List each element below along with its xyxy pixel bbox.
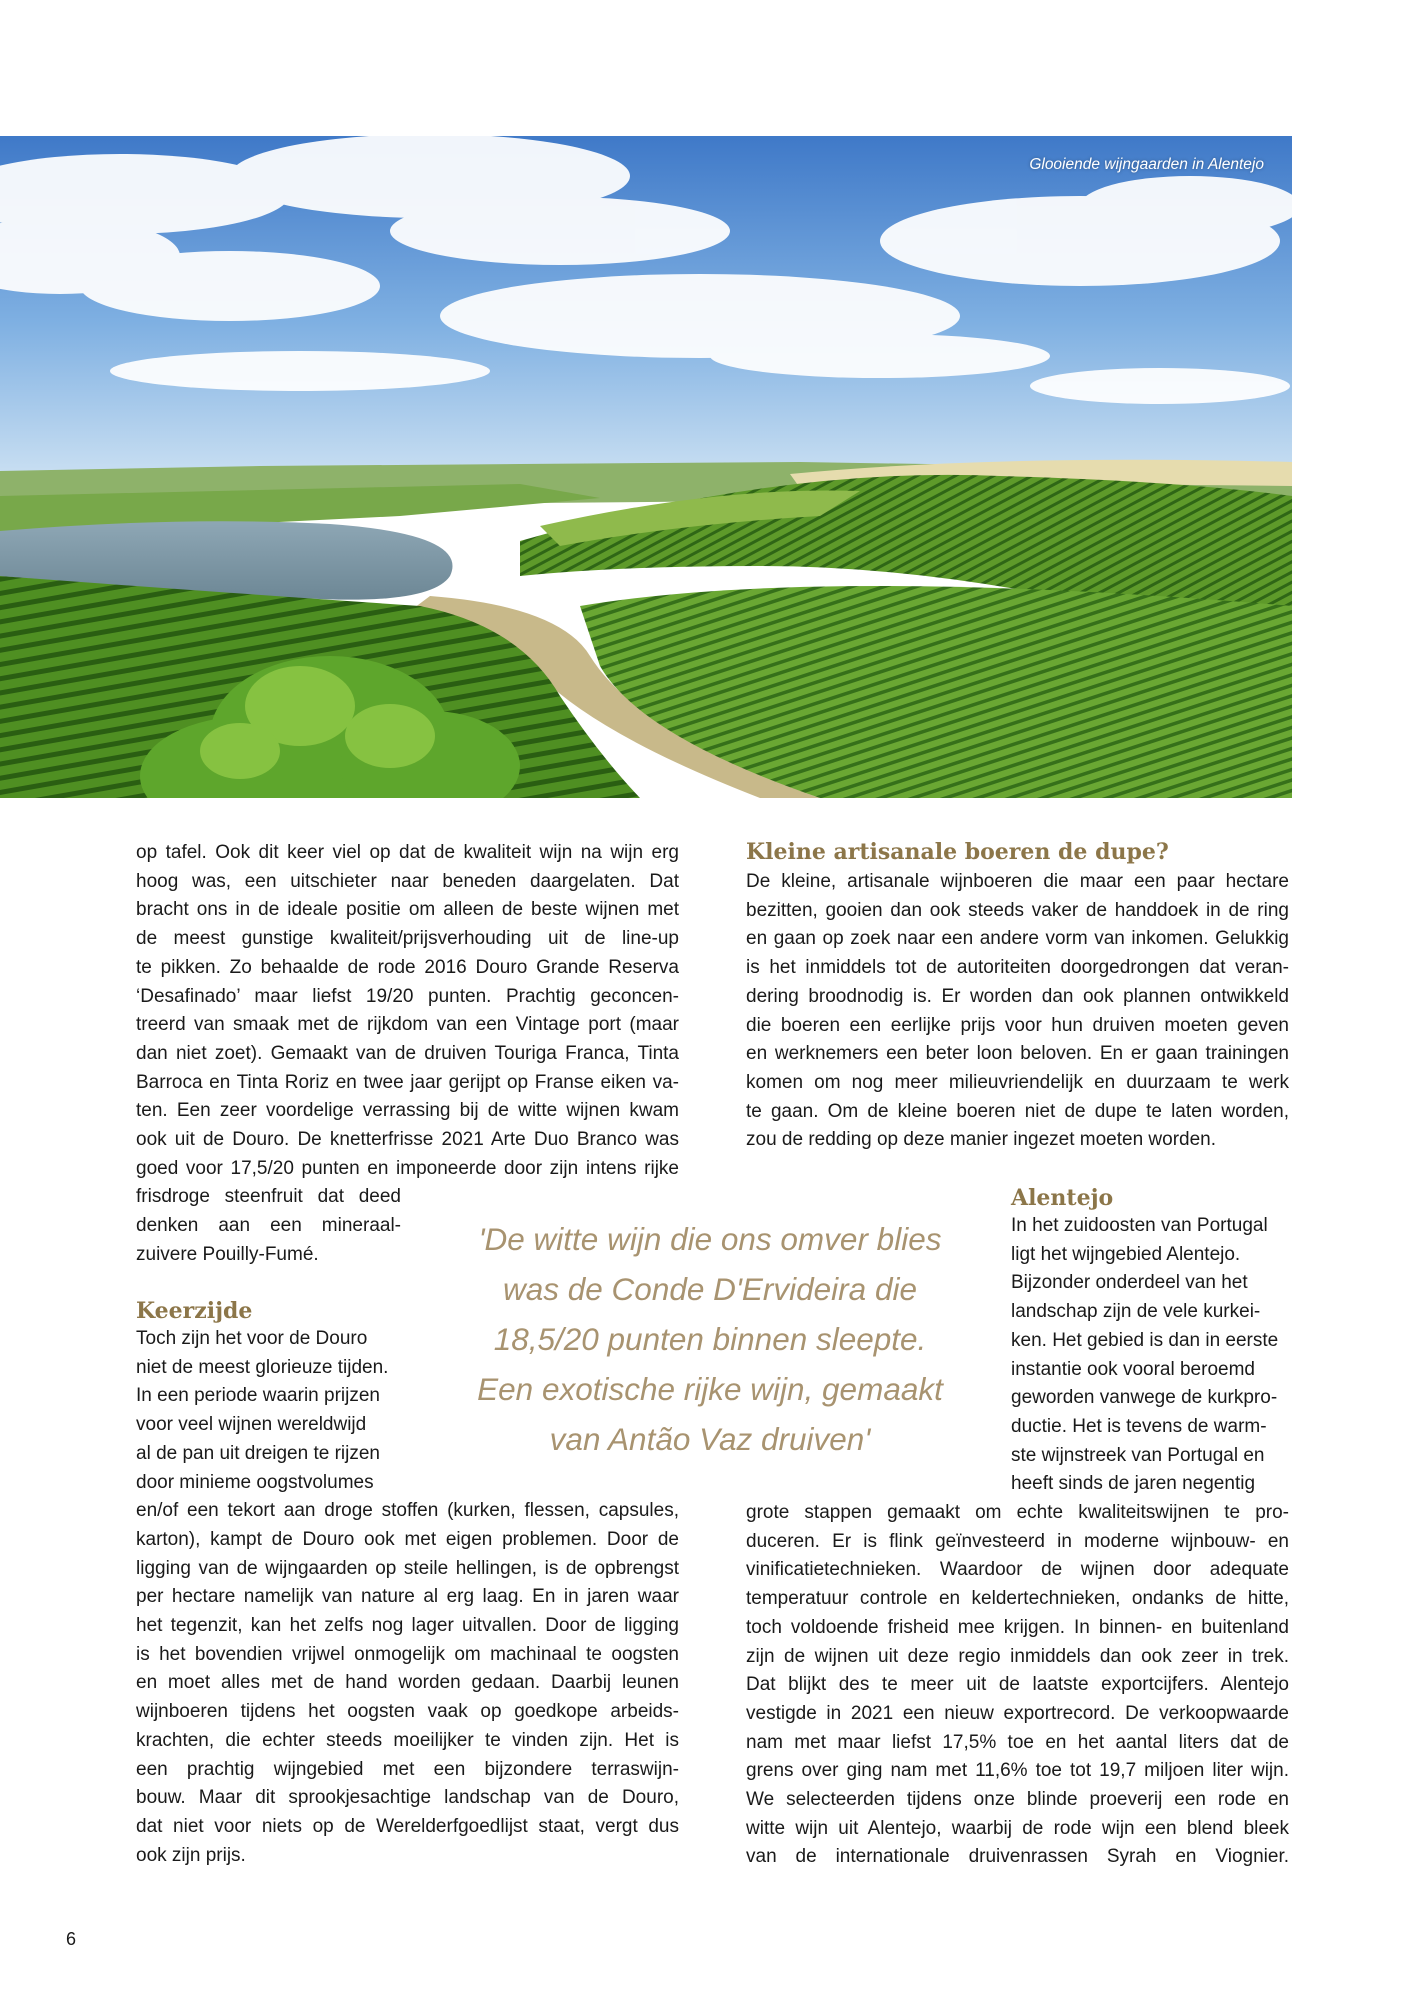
alentejo-paragraph-wide — [746, 1499, 1289, 1872]
text-line: voor veel wijnen wereldwijd — [136, 1414, 367, 1436]
text-line: karton), kampt de Douro ook met eigen problemen. Door de — [136, 1528, 679, 1550]
text-line: ook uit de Douro. De knetterfrisse 2021 Arte Duo Branco was — [136, 1129, 679, 1151]
vineyard-landscape-illustration — [0, 136, 1292, 798]
heading-kleine-artisanale-boeren: Kleine artisanale boeren de dupe? — [746, 839, 1169, 865]
text-line: ductie. Het is tevens de warm- — [1011, 1415, 1267, 1437]
text-line: het tegenzit, kan het zelfs nog lager uitvallen. Door de ligging — [136, 1615, 679, 1637]
pull-quote-line: was de Conde D'Ervideira die — [503, 1271, 917, 1307]
text-line: dan niet zoet). Gemaakt van de druiven Touriga Franca, Tinta — [136, 1042, 679, 1064]
text-line: komen om nog meer milieuvriendelijk en duurzaam te werk — [746, 1071, 1289, 1093]
text-line: al de pan uit dreigen te rijzen — [136, 1442, 380, 1464]
text-line: per hectare namelijk van nature al erg laag. En in jaren waar — [136, 1586, 679, 1608]
text-line: grens over ging nam met 11,6% toe tot 19,7 miljoen liter wijn. — [746, 1760, 1289, 1782]
text-line: landschap zijn de vele kurkei- — [1011, 1301, 1261, 1323]
pull-quote-line: van Antão Vaz druiven' — [549, 1421, 871, 1457]
text-line: De kleine, artisanale wijnboeren die maar een paar hectare — [746, 871, 1289, 892]
pull-quote-line: Een exotische rijke wijn, gemaakt — [477, 1371, 943, 1407]
pull-quote-line: 18,5/20 punten binnen sleepte. — [493, 1321, 927, 1357]
heading-keerzijde: Keerzijde — [136, 1298, 253, 1324]
text-line: hoog was, een uitschieter naar beneden daargelaten. Dat — [136, 870, 679, 892]
text-line: een prachtig wijngebied met een bijzondere terraswijn- — [136, 1758, 679, 1780]
text-line: witte wijn uit Alentejo, waarbij de rode wijn een blend bleek — [746, 1817, 1289, 1839]
alentejo-paragraph-narrow — [1011, 1212, 1289, 1499]
text-line: bouw. Maar dit sprookjesachtige landschap van de Douro, — [136, 1787, 679, 1809]
text-line: zou de redding op deze manier ingezet moeten worden. — [746, 1129, 1217, 1151]
intro-paragraph — [136, 839, 679, 1270]
heading-alentejo: Alentejo — [1011, 1185, 1114, 1211]
text-line: zijn de wijnen uit deze regio inmiddels dan ook zeer in trek. — [746, 1645, 1289, 1667]
text-line: frisdroge steenfruit dat deed — [136, 1186, 401, 1208]
text-line: Bijzonder onderdeel van het — [1011, 1272, 1248, 1294]
text-line: ‘Desafinado’ maar liefst 19/20 punten. Prachtig geconcen- — [136, 985, 679, 1007]
text-line: de meest gunstige kwaliteit/prijsverhouding uit de line-up — [136, 928, 679, 950]
text-line: krachten, die echter steeds moeilijker te vinden zijn. Het is — [136, 1729, 679, 1751]
text-line: door minieme oogstvolumes — [136, 1471, 374, 1493]
text-line: goed voor 17,5/20 punten en imponeerde door zijn intens rijke — [136, 1157, 679, 1179]
text-line: dering broodnodig is. Er worden dan ook plannen ontwikkeld — [746, 985, 1289, 1007]
text-line: grote stappen gemaakt om echte kwaliteitswijnen te pro- — [746, 1502, 1289, 1523]
text-line: vestigde in 2021 een nieuw exportrecord. De verkoopwaarde — [746, 1702, 1289, 1724]
text-line: In een periode waarin prijzen — [136, 1385, 380, 1407]
text-line: die boeren een eerlijke prijs voor hun druiven moeten geven — [746, 1014, 1289, 1036]
text-line: toch voldoende frisheid mee krijgen. In binnen- en buitenland — [746, 1616, 1289, 1638]
text-line: is het inmiddels tot de autoriteiten doorgedrongen dat veran- — [746, 957, 1289, 979]
text-line: van de internationale druivenrassen Syrah en Viognier. — [746, 1846, 1289, 1868]
text-line: geworden vanwege de kurkpro- — [1011, 1387, 1278, 1409]
text-line: te gaan. Om de kleine boeren niet de dupe te laten worden, — [746, 1100, 1289, 1122]
text-line: denken aan een mineraal- — [136, 1215, 401, 1237]
text-line: en werknemers een beter loon beloven. En er gaan trainingen — [746, 1043, 1289, 1065]
text-line: ook zijn prijs. — [136, 1844, 246, 1866]
kleine-boeren-paragraph — [746, 868, 1289, 1155]
text-line: wijnboeren tijdens het oogsten vaak op goedkope arbeids- — [136, 1701, 679, 1723]
text-line: Toch zijn het voor de Douro — [136, 1328, 368, 1349]
text-line: In het zuidoosten van Portugal — [1011, 1215, 1268, 1236]
text-line: ste wijnstreek van Portugal en — [1011, 1444, 1265, 1466]
text-line: ken. Het gebied is dan in eerste — [1011, 1329, 1279, 1351]
vineyard-photo — [0, 136, 1292, 798]
text-line: vinificatietechnieken. Waardoor de wijnen door adequate — [746, 1559, 1289, 1581]
text-line: treerd van smaak met de rijkdom van een Vintage port (maar — [136, 1014, 679, 1036]
text-line: Barroca en Tinta Roriz en twee jaar gerijpt op Franse eiken va- — [136, 1071, 679, 1093]
text-line: op tafel. Ook dit keer viel op dat de kwaliteit wijn na wijn erg — [136, 842, 679, 863]
text-line: en moet alles met de hand worden gedaan. Daarbij leunen — [136, 1672, 679, 1694]
text-line: niet de meest glorieuze tijden. — [136, 1356, 389, 1378]
text-line: bezitten, gooien dan ook steeds vaker de handdoek in de ring — [746, 899, 1289, 921]
text-line: instantie ook vooral beroemd — [1011, 1358, 1255, 1380]
page-number: 6 — [66, 1929, 77, 1949]
text-line: ligging van de wijngaarden op steile hellingen, is de opbrengst — [136, 1557, 679, 1579]
photo-caption: Glooiende wijngaarden in Alentejo — [1029, 156, 1264, 173]
text-line: is het bovendien vrijwel onmogelijk om machinaal te oogsten — [136, 1643, 679, 1665]
text-line: dat niet voor niets op de Werelderfgoedlijst staat, vergt dus — [136, 1815, 679, 1837]
text-line: en gaan op zoek naar een andere vorm van inkomen. Gelukkig — [746, 928, 1289, 950]
text-line: duceren. Er is flink geïnvesteerd in moderne wijnbouw- en — [746, 1530, 1289, 1552]
text-line: temperatuur controle en keldertechnieken, ondanks de hitte, — [746, 1588, 1289, 1610]
pull-quote-line: 'De witte wijn die ons omver blies — [478, 1221, 942, 1257]
text-line: nam met maar liefst 17,5% toe en het aantal liters dat de — [746, 1731, 1289, 1753]
text-line: en/of een tekort aan droge stoffen (kurken, flessen, capsules, — [136, 1500, 679, 1522]
text-line: We selecteerden tijdens onze blinde proeverij een rode en — [746, 1789, 1289, 1811]
text-line: Dat blijkt des te meer uit de laatste exportcijfers. Alentejo — [746, 1674, 1289, 1696]
text-line: ten. Een zeer voordelige verrassing bij de witte wijnen kwam — [136, 1100, 679, 1122]
text-line: bracht ons in de ideale positie om alleen de beste wijnen met — [136, 899, 679, 921]
text-line: te pikken. Zo behaalde de rode 2016 Douro Grande Reserva — [136, 956, 679, 978]
text-line: ligt het wijngebied Alentejo. — [1011, 1243, 1241, 1265]
pull-quote — [430, 1214, 990, 1464]
text-line: heeft sinds de jaren negentig — [1011, 1473, 1256, 1495]
text-line: zuivere Pouilly-Fumé. — [136, 1243, 319, 1265]
